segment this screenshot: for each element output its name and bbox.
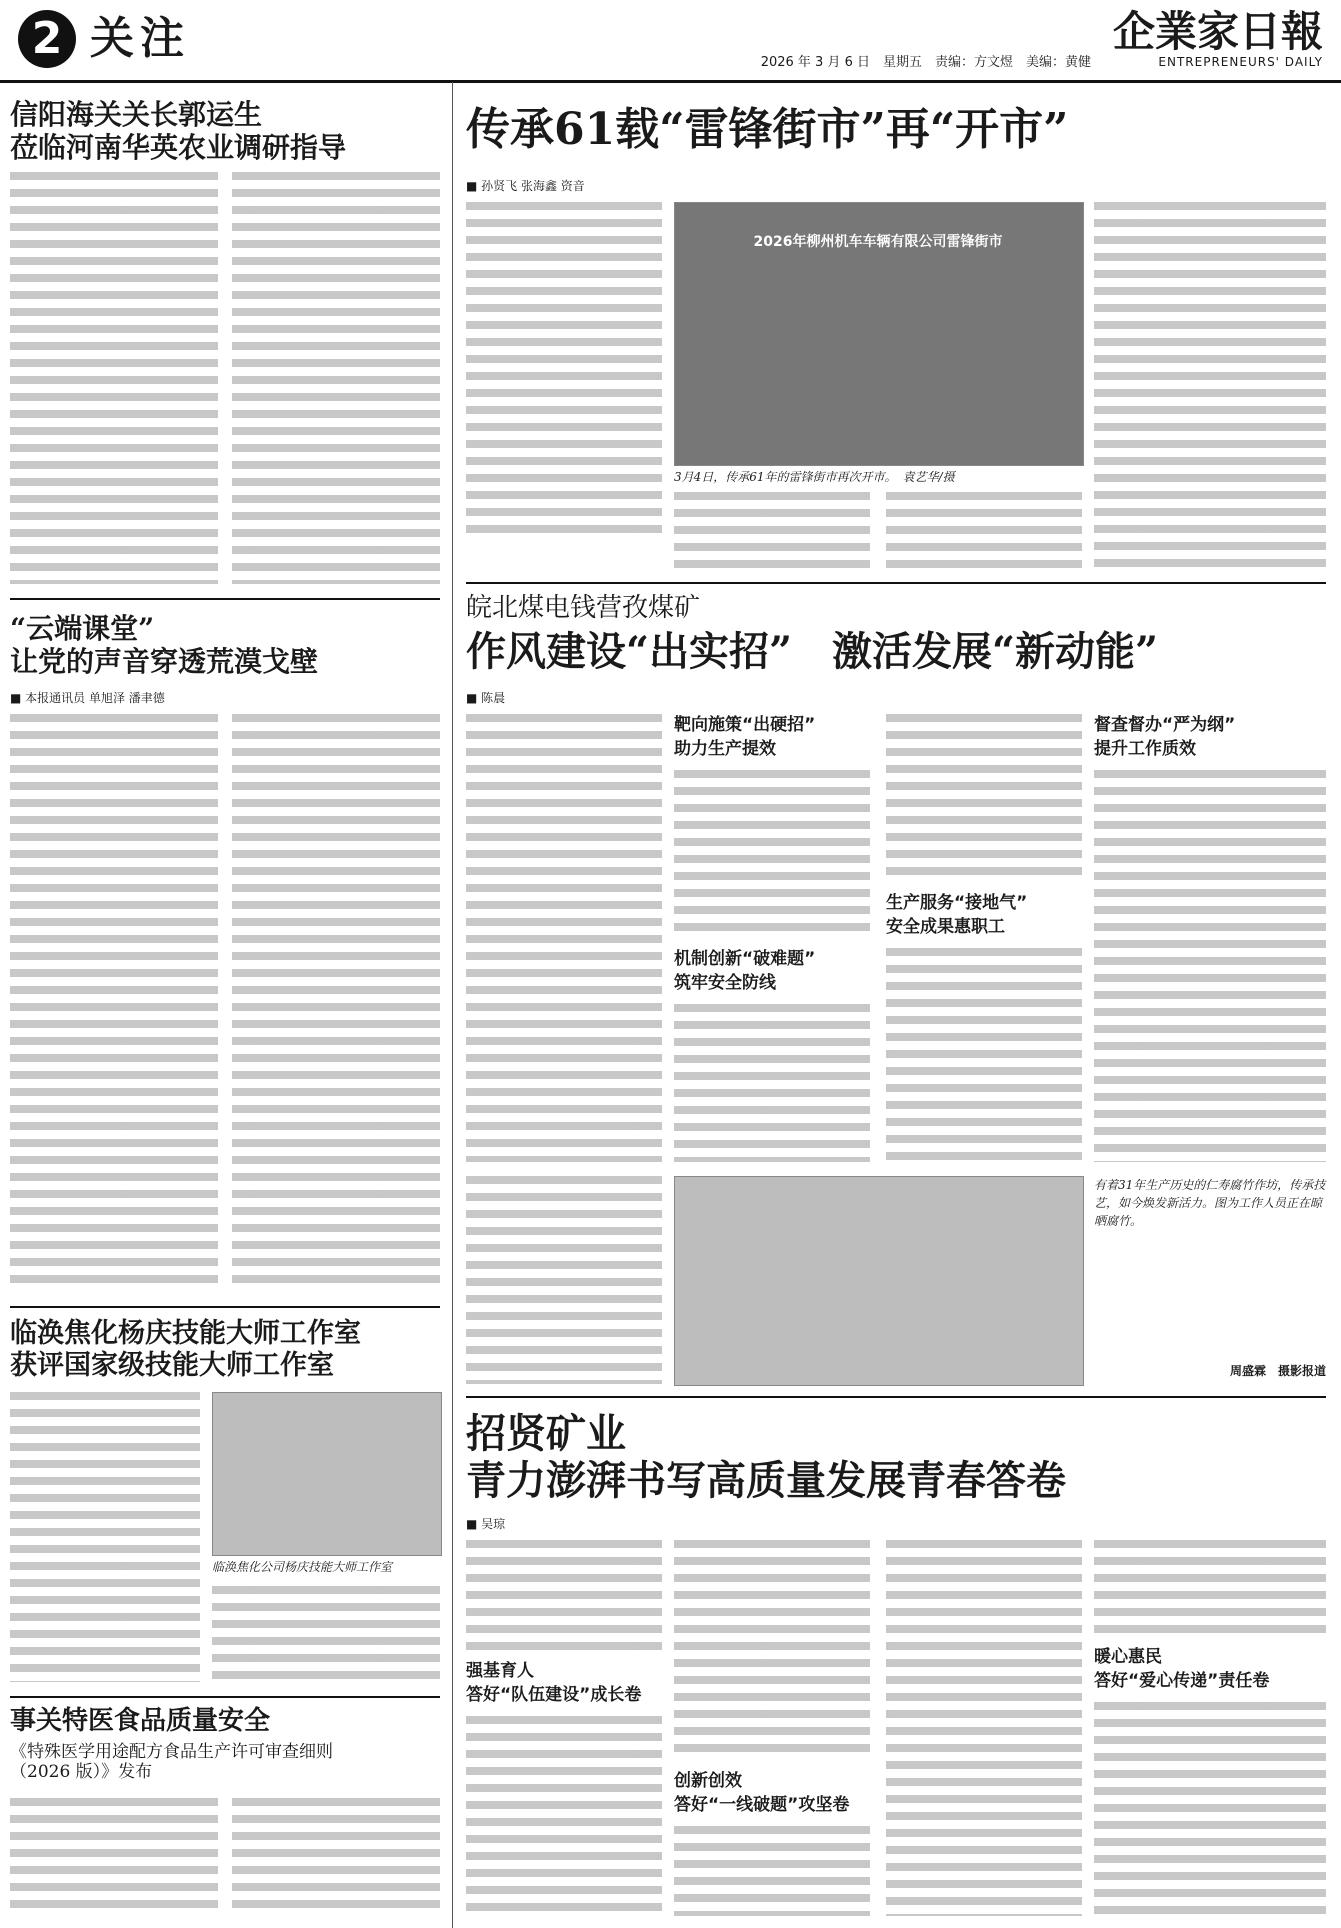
column-divider — [452, 82, 453, 1928]
food-headline: 事关特医食品质量安全 — [10, 1706, 271, 1736]
talent-body-text — [1094, 1540, 1326, 1636]
paper-name: 企業家日報 — [1112, 7, 1323, 56]
coal-subhead: 督查督办“严为纲” — [1094, 715, 1236, 735]
talent-body-text — [1094, 1702, 1326, 1916]
story-divider — [466, 1396, 1326, 1398]
talent-body-text — [674, 1826, 870, 1916]
leifeng-body-text — [466, 202, 662, 538]
linhuan-photo-caption: 临涣焦化公司杨庆技能大师工作室 — [212, 1560, 393, 1574]
linhuan-headline-line2: 获评国家级技能大师工作室 — [10, 1349, 334, 1381]
leifeng-banner-text: 2026年柳州机车车辆有限公司雷锋街市 — [753, 234, 1003, 250]
linhuan-photo — [212, 1392, 442, 1556]
coal-byline: ■ 陈晨 — [466, 690, 1326, 706]
talent-subhead: 答好“爱心传递”责任卷 — [1094, 1671, 1270, 1691]
leifeng-headline: 传承61载“雷锋街市”再“开市” — [466, 104, 1069, 155]
talent-byline: ■ 吴琼 — [466, 1516, 1326, 1532]
page-section-label: 关注 — [90, 13, 190, 64]
coal-body-text — [886, 714, 1082, 882]
talent-body-text — [674, 1540, 870, 1760]
coal-body-text — [886, 948, 1082, 1162]
coal-body-text — [674, 770, 870, 938]
coal-subhead: 生产服务“接地气” — [886, 893, 1028, 913]
story-divider — [10, 598, 440, 600]
coal-subhead: 安全成果惠职工 — [886, 917, 1005, 937]
coal-photo-caption: 有着31年生产历史的仁寿腐竹作坊，传承技艺，如今焕发新活力。图为工作人员正在晾晒腐竹。 — [1094, 1178, 1326, 1228]
coal-photo-credit: 周盛霖 摄影报道 — [1229, 1364, 1326, 1378]
coal-subhead: 提升工作质效 — [1094, 739, 1196, 759]
talent-headline — [466, 1410, 1326, 1504]
xinyang-headline — [10, 98, 440, 164]
cloud-body-text — [10, 714, 218, 1292]
talent-subhead: 创新创效 — [674, 1771, 742, 1791]
food-subheadline-line1: 《特殊医学用途配方食品生产许可审查细则 — [10, 1742, 333, 1762]
xinyang-headline-line2: 莅临河南华英农业调研指导 — [10, 131, 347, 165]
cloud-headline-line1: “云端课堂” — [10, 612, 155, 645]
talent-subhead: 强基育人 — [466, 1661, 534, 1681]
cloud-byline: ■ 本报通讯员 单旭泽 潘聿德 — [10, 690, 440, 706]
story-divider — [466, 582, 1326, 584]
linhuan-body-text — [212, 1586, 440, 1682]
dateline: 2026 年 3 月 6 日 星期五 责编：方文煜 美编：黄健 — [760, 55, 1091, 70]
coal-body-text — [1094, 770, 1326, 1162]
cloud-headline-line2: 让党的声音穿透荒漠戈壁 — [10, 645, 319, 679]
talent-subhead: 答好“队伍建设”成长卷 — [466, 1685, 642, 1705]
coal-kicker: 皖北煤电钱营孜煤矿 — [466, 593, 701, 623]
coal-subhead: 助力生产提效 — [674, 739, 776, 759]
coal-body-text — [466, 1176, 662, 1384]
linhuan-headline-line1: 临涣焦化杨庆技能大师工作室 — [10, 1318, 361, 1349]
cloud-headline — [10, 612, 440, 678]
coal-photo — [674, 1176, 1084, 1386]
coal-subhead: 筑牢安全防线 — [674, 973, 776, 993]
linhuan-headline — [10, 1318, 440, 1382]
linhuan-body-text — [10, 1392, 200, 1682]
talent-body-text — [466, 1540, 662, 1650]
coal-subhead: 靶向施策“出硬招” — [674, 715, 816, 735]
leifeng-body-text — [674, 492, 870, 570]
leifeng-body-text — [886, 492, 1082, 570]
coal-body-text — [674, 1004, 870, 1162]
talent-subhead: 答好“一线破题”攻坚卷 — [674, 1795, 850, 1815]
story-divider — [10, 1306, 440, 1308]
story-divider — [10, 1696, 440, 1698]
food-body-text — [10, 1798, 218, 1916]
food-subheadline — [10, 1742, 440, 1782]
talent-body-text — [466, 1716, 662, 1916]
leifeng-byline: ■ 孙贤飞 张海鑫 资音 — [466, 178, 1326, 194]
page-number-badge: 2 — [18, 10, 76, 68]
xinyang-headline-line1: 信阳海关关长郭运生 — [10, 98, 263, 131]
paper-name-english: ENTREPRENEURS' DAILY — [1158, 55, 1323, 69]
coal-subhead: 机制创新“破难题” — [674, 949, 816, 969]
xinyang-body-text — [10, 172, 218, 584]
leifeng-body-text — [1094, 202, 1326, 570]
food-body-text — [232, 1798, 440, 1916]
masthead — [0, 0, 1341, 83]
talent-body-text — [886, 1540, 1082, 1916]
talent-headline-line2: 青力澎湃书写高质量发展青春答卷 — [466, 1457, 1066, 1505]
coal-headline: 作风建设“出实招” 激活发展“新动能” — [466, 628, 1159, 675]
coal-body-text — [466, 714, 662, 1162]
xinyang-body-text — [232, 172, 440, 584]
talent-headline-line1: 招贤矿业 — [466, 1410, 626, 1457]
leifeng-photo-caption: 3月4日，传承61年的雷锋街市再次开市。 袁艺华/摄 — [674, 470, 955, 484]
food-subheadline-line2: （2026 版）》发布 — [10, 1762, 153, 1783]
cloud-body-text — [232, 714, 440, 1292]
talent-subhead: 暖心惠民 — [1094, 1647, 1162, 1667]
